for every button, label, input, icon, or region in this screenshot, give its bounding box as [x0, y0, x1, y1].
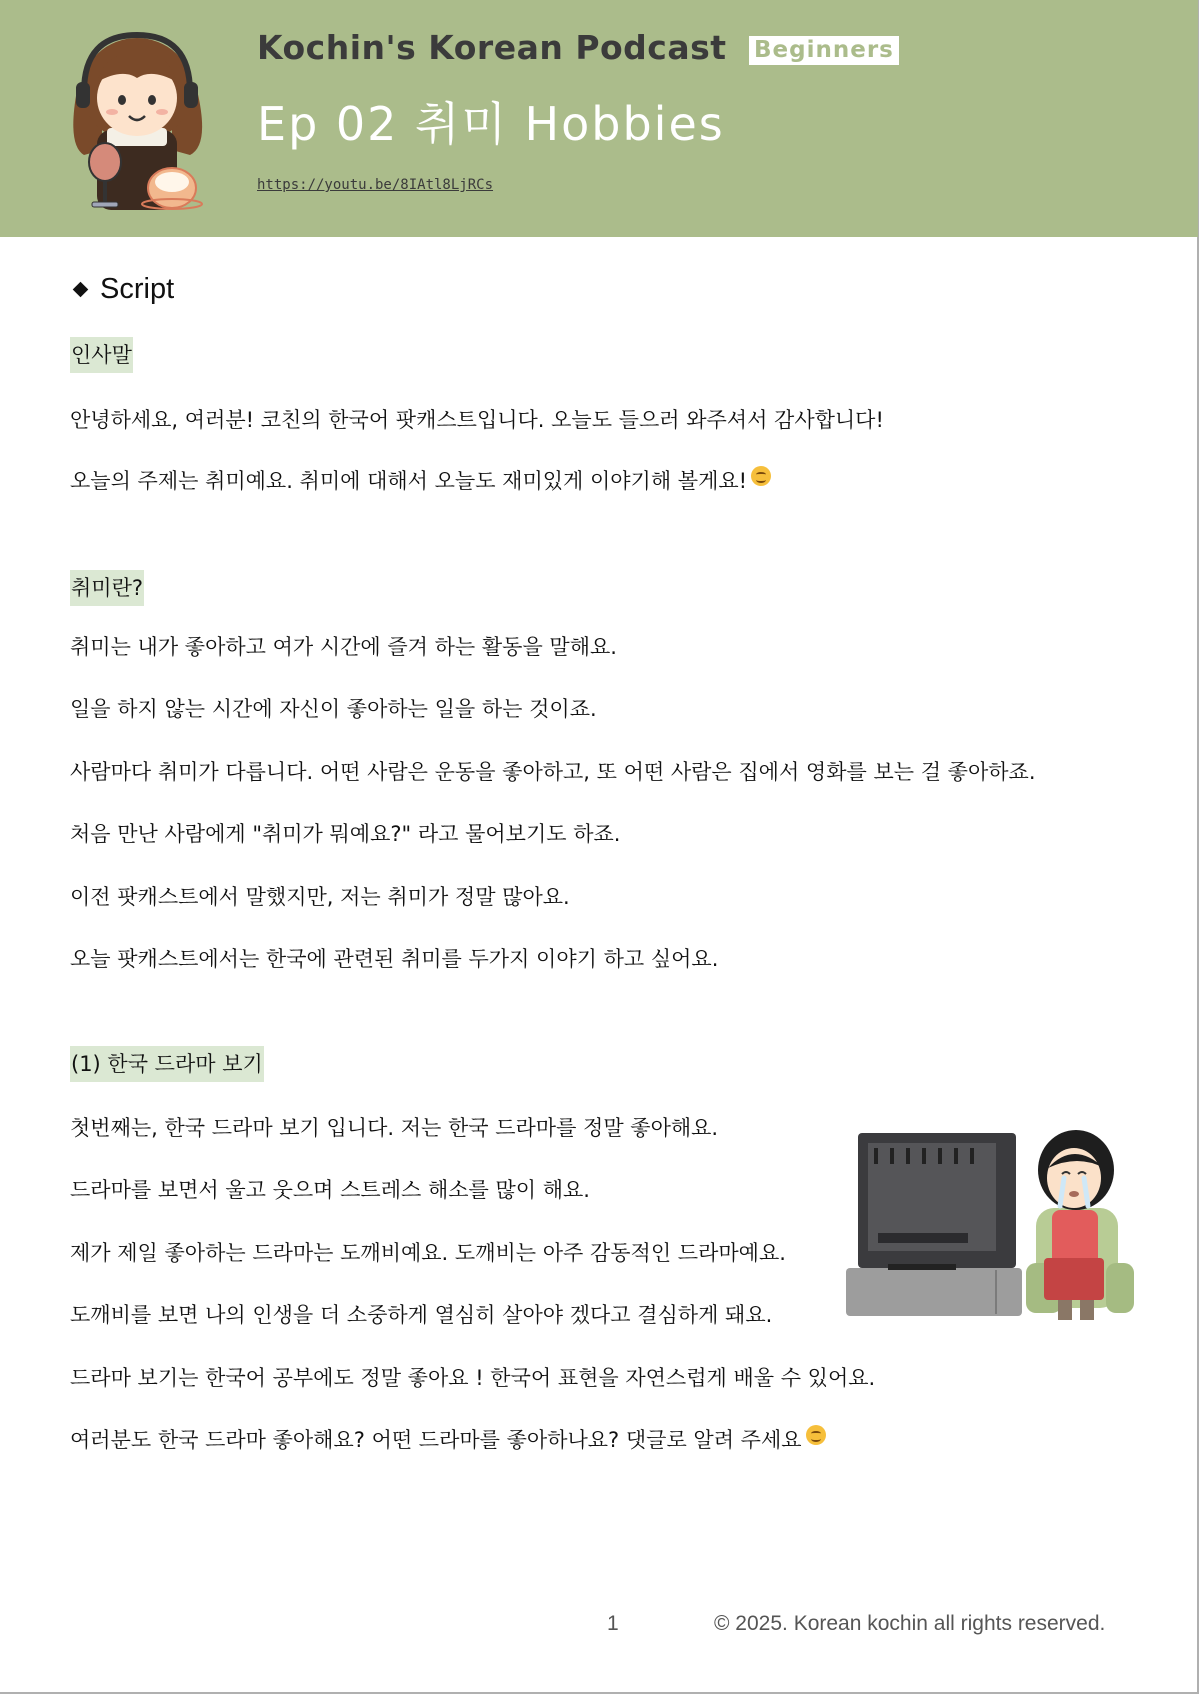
- script-heading: [72, 273, 174, 306]
- script-line: 드라마를 보면서 울고 웃으며 스트레스 해소를 많이 해요.: [70, 1178, 590, 1202]
- script-line: 오늘 팟캐스트에서는 한국에 관련된 취미를 두가지 이야기 하고 싶어요.: [70, 947, 719, 971]
- script-line: 처음 만난 사람에게 "취미가 뭐예요?" 라고 물어보기도 하죠.: [70, 822, 621, 846]
- diamond-bullet-icon: [73, 282, 89, 298]
- podcast-title: Kochin's Korean Podcast: [257, 28, 727, 67]
- page-number: 1: [607, 1612, 619, 1635]
- section-label-what-is-hobby: 취미란?: [70, 570, 144, 606]
- smiling-face-icon: [806, 1425, 826, 1445]
- script-line: 도깨비를 보면 나의 인생을 더 소중하게 열심히 살아야 겠다고 결심하게 돼요.: [70, 1303, 773, 1327]
- script-line: 취미는 내가 좋아하고 여가 시간에 즐겨 하는 활동을 말해요.: [70, 635, 617, 659]
- level-badge: Beginners: [749, 36, 899, 65]
- copyright-notice: © 2025. Korean kochin all rights reserved.: [714, 1612, 1106, 1635]
- episode-title: Ep 02 취미 Hobbies: [257, 97, 725, 151]
- script-line: [70, 1425, 826, 1455]
- section-label-greeting: 인사말: [70, 337, 133, 373]
- script-line-text: 여러분도 한국 드라마 좋아해요? 어떤 드라마를 좋아하나요? 댓글로 알려 주세요: [70, 1428, 802, 1452]
- smiling-face-icon: [751, 466, 771, 486]
- podcaster-mascot-illustration: [62, 20, 212, 220]
- script-heading-text: Script: [100, 273, 175, 305]
- script-line: 첫번째는, 한국 드라마 보기 입니다. 저는 한국 드라마를 정말 좋아해요.: [70, 1116, 719, 1140]
- script-line: [70, 466, 771, 496]
- section-label-korean-drama: (1) 한국 드라마 보기: [70, 1046, 264, 1082]
- script-line: 사람마다 취미가 다릅니다. 어떤 사람은 운동을 좋아하고, 또 어떤 사람은 집에서 영화를 보는 걸 좋아하죠.: [70, 760, 1036, 784]
- script-line: 안녕하세요, 여러분! 코친의 한국어 팟캐스트입니다. 오늘도 들으러 와주셔서 감사합니다!: [70, 408, 884, 432]
- header-banner: [0, 0, 1198, 237]
- script-line: 이전 팟캐스트에서 말했지만, 저는 취미가 정말 많아요.: [70, 885, 570, 909]
- script-line: 제가 제일 좋아하는 드라마는 도깨비예요. 도깨비는 아주 감동적인 드라마예요.: [70, 1241, 786, 1265]
- youtube-link[interactable]: https://youtu.be/8IAtl8LjRCs: [257, 177, 494, 193]
- script-line: 일을 하지 않는 시간에 자신이 좋아하는 일을 하는 것이죠.: [70, 697, 597, 721]
- crying-girl-watching-tv-illustration: [846, 1128, 1136, 1328]
- script-line-text: 오늘의 주제는 취미예요. 취미에 대해서 오늘도 재미있게 이야기해 볼게요!: [70, 469, 748, 493]
- script-line: 드라마 보기는 한국어 공부에도 정말 좋아요 ! 한국어 표현을 자연스럽게 배울 수 있어요.: [70, 1366, 876, 1390]
